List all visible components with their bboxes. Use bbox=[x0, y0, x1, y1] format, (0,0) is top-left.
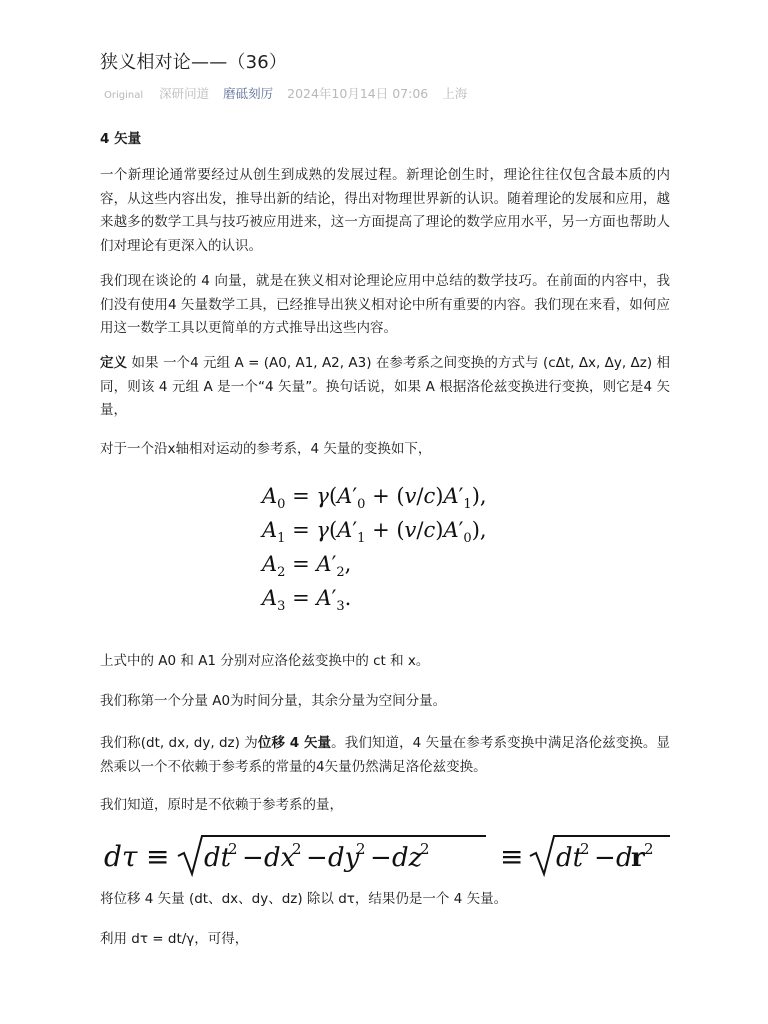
svg-text:dz: dz bbox=[392, 843, 423, 873]
svg-text:2: 2 bbox=[420, 840, 430, 858]
paragraph-6: 我们称第一个分量 A0为时间分量，其余分量为空间分量。 bbox=[100, 693, 447, 709]
paragraph-8: 我们知道，原时是不依赖于参考系的量， bbox=[100, 797, 343, 813]
four-vector-transform-formula: $A_0 = \gamma(A'_0 + (v/c)A'_1)$, $A_1 = \gamma(A'_1 + (v/c)A'_0)$, $A_2 = A'_2$, $A_3 = A'_3$. bbox=[262, 484, 487, 615]
displacement-four-vector-term: 位移 4 矢量 bbox=[257, 735, 332, 751]
original-badge: Original bbox=[104, 90, 144, 101]
svg-text:2: 2 bbox=[356, 840, 366, 858]
svg-text:−: − bbox=[306, 843, 328, 873]
author-name[interactable]: 磨砥刻厉 bbox=[223, 86, 274, 101]
publish-location: 上海 bbox=[442, 86, 468, 101]
paragraph-10: 利用 dτ = dt/γ，可得， bbox=[100, 931, 249, 947]
svg-text:≡: ≡ bbox=[146, 840, 170, 873]
svg-text:2: 2 bbox=[228, 840, 238, 858]
svg-text:≡: ≡ bbox=[500, 840, 524, 873]
section-heading: 4 矢量 bbox=[100, 131, 142, 147]
paragraph-2: 我们现在谈论的 4 向量，就是在狭义相对论理论应用中总结的数学技巧。在前面的内容中，我们没有使用4 矢量数学工具，已经推导出狭义相对论中所有重要的内容。我们现在来看，如何应用这一数学工具以更简单的方式推导出这些内容。 bbox=[100, 273, 670, 336]
account-name[interactable]: 深研问道 bbox=[159, 86, 210, 101]
article-title: 狭义相对论——（36） bbox=[100, 52, 288, 73]
proper-time-formula bbox=[104, 832, 674, 880]
svg-text:2: 2 bbox=[292, 840, 302, 858]
definition-text: 如果 一个4 元组 A = (A0, A1, A2, A3) 在参考系之间变换的方式与 (cΔt, Δx, Δy, Δz) 相同，则该 4 元组 A 是一个“4 矢量”。换句话说，如果 A 根据洛伦兹变换进行变换，则它是4 矢量， bbox=[100, 355, 670, 418]
svg-text:2: 2 bbox=[644, 840, 654, 858]
paragraph-7-post: 。我们知道，4 矢量在参考系变换中满足洛伦兹变换。显然乘以一个不依赖于参考系的常量的4矢量仍然满足洛伦兹变换。 bbox=[100, 735, 670, 775]
paragraph-7-pre: 我们称(dt, dx, dy, dz) 为 bbox=[100, 735, 258, 751]
publish-date: 2024年10月14日 07:06 bbox=[287, 86, 429, 101]
svg-text:dτ: dτ bbox=[104, 840, 138, 873]
svg-text:r: r bbox=[631, 843, 645, 873]
paragraph-definition bbox=[100, 352, 670, 423]
svg-text:dx: dx bbox=[264, 843, 296, 873]
svg-text:dt: dt bbox=[556, 843, 584, 873]
paragraph-1: 一个新理论通常要经过从创生到成熟的发展过程。新理论创生时，理论往往仅包含最本质的内容，从这些内容出发，推导出新的结论，得出对物理世界新的认识。随着理论的发展和应用，越来越多的数学工具与技巧被应用进来，这一方面提高了理论的数学应用水平，另一方面也帮助人们对理论有更深入的认识。 bbox=[100, 167, 670, 254]
article-meta bbox=[104, 84, 467, 102]
svg-text:−: − bbox=[242, 843, 264, 873]
svg-text:2: 2 bbox=[580, 840, 590, 858]
svg-text:dy: dy bbox=[328, 843, 360, 873]
svg-text:dt: dt bbox=[204, 843, 232, 873]
svg-text:−: − bbox=[594, 843, 616, 873]
svg-text:d: d bbox=[616, 843, 633, 873]
paragraph-9: 将位移 4 矢量 (dt、dx、dy、dz) 除以 dτ，结果仍是一个 4 矢量。 bbox=[100, 891, 508, 907]
definition-label: 定义 bbox=[100, 355, 128, 371]
paragraph-4: 对于一个沿x轴相对运动的参考系，4 矢量的变换如下， bbox=[100, 441, 432, 457]
paragraph-5: 上式中的 A0 和 A1 分别对应洛伦兹变换中的 ct 和 x。 bbox=[100, 653, 430, 669]
svg-text:−: − bbox=[370, 843, 392, 873]
paragraph-7 bbox=[100, 732, 670, 779]
